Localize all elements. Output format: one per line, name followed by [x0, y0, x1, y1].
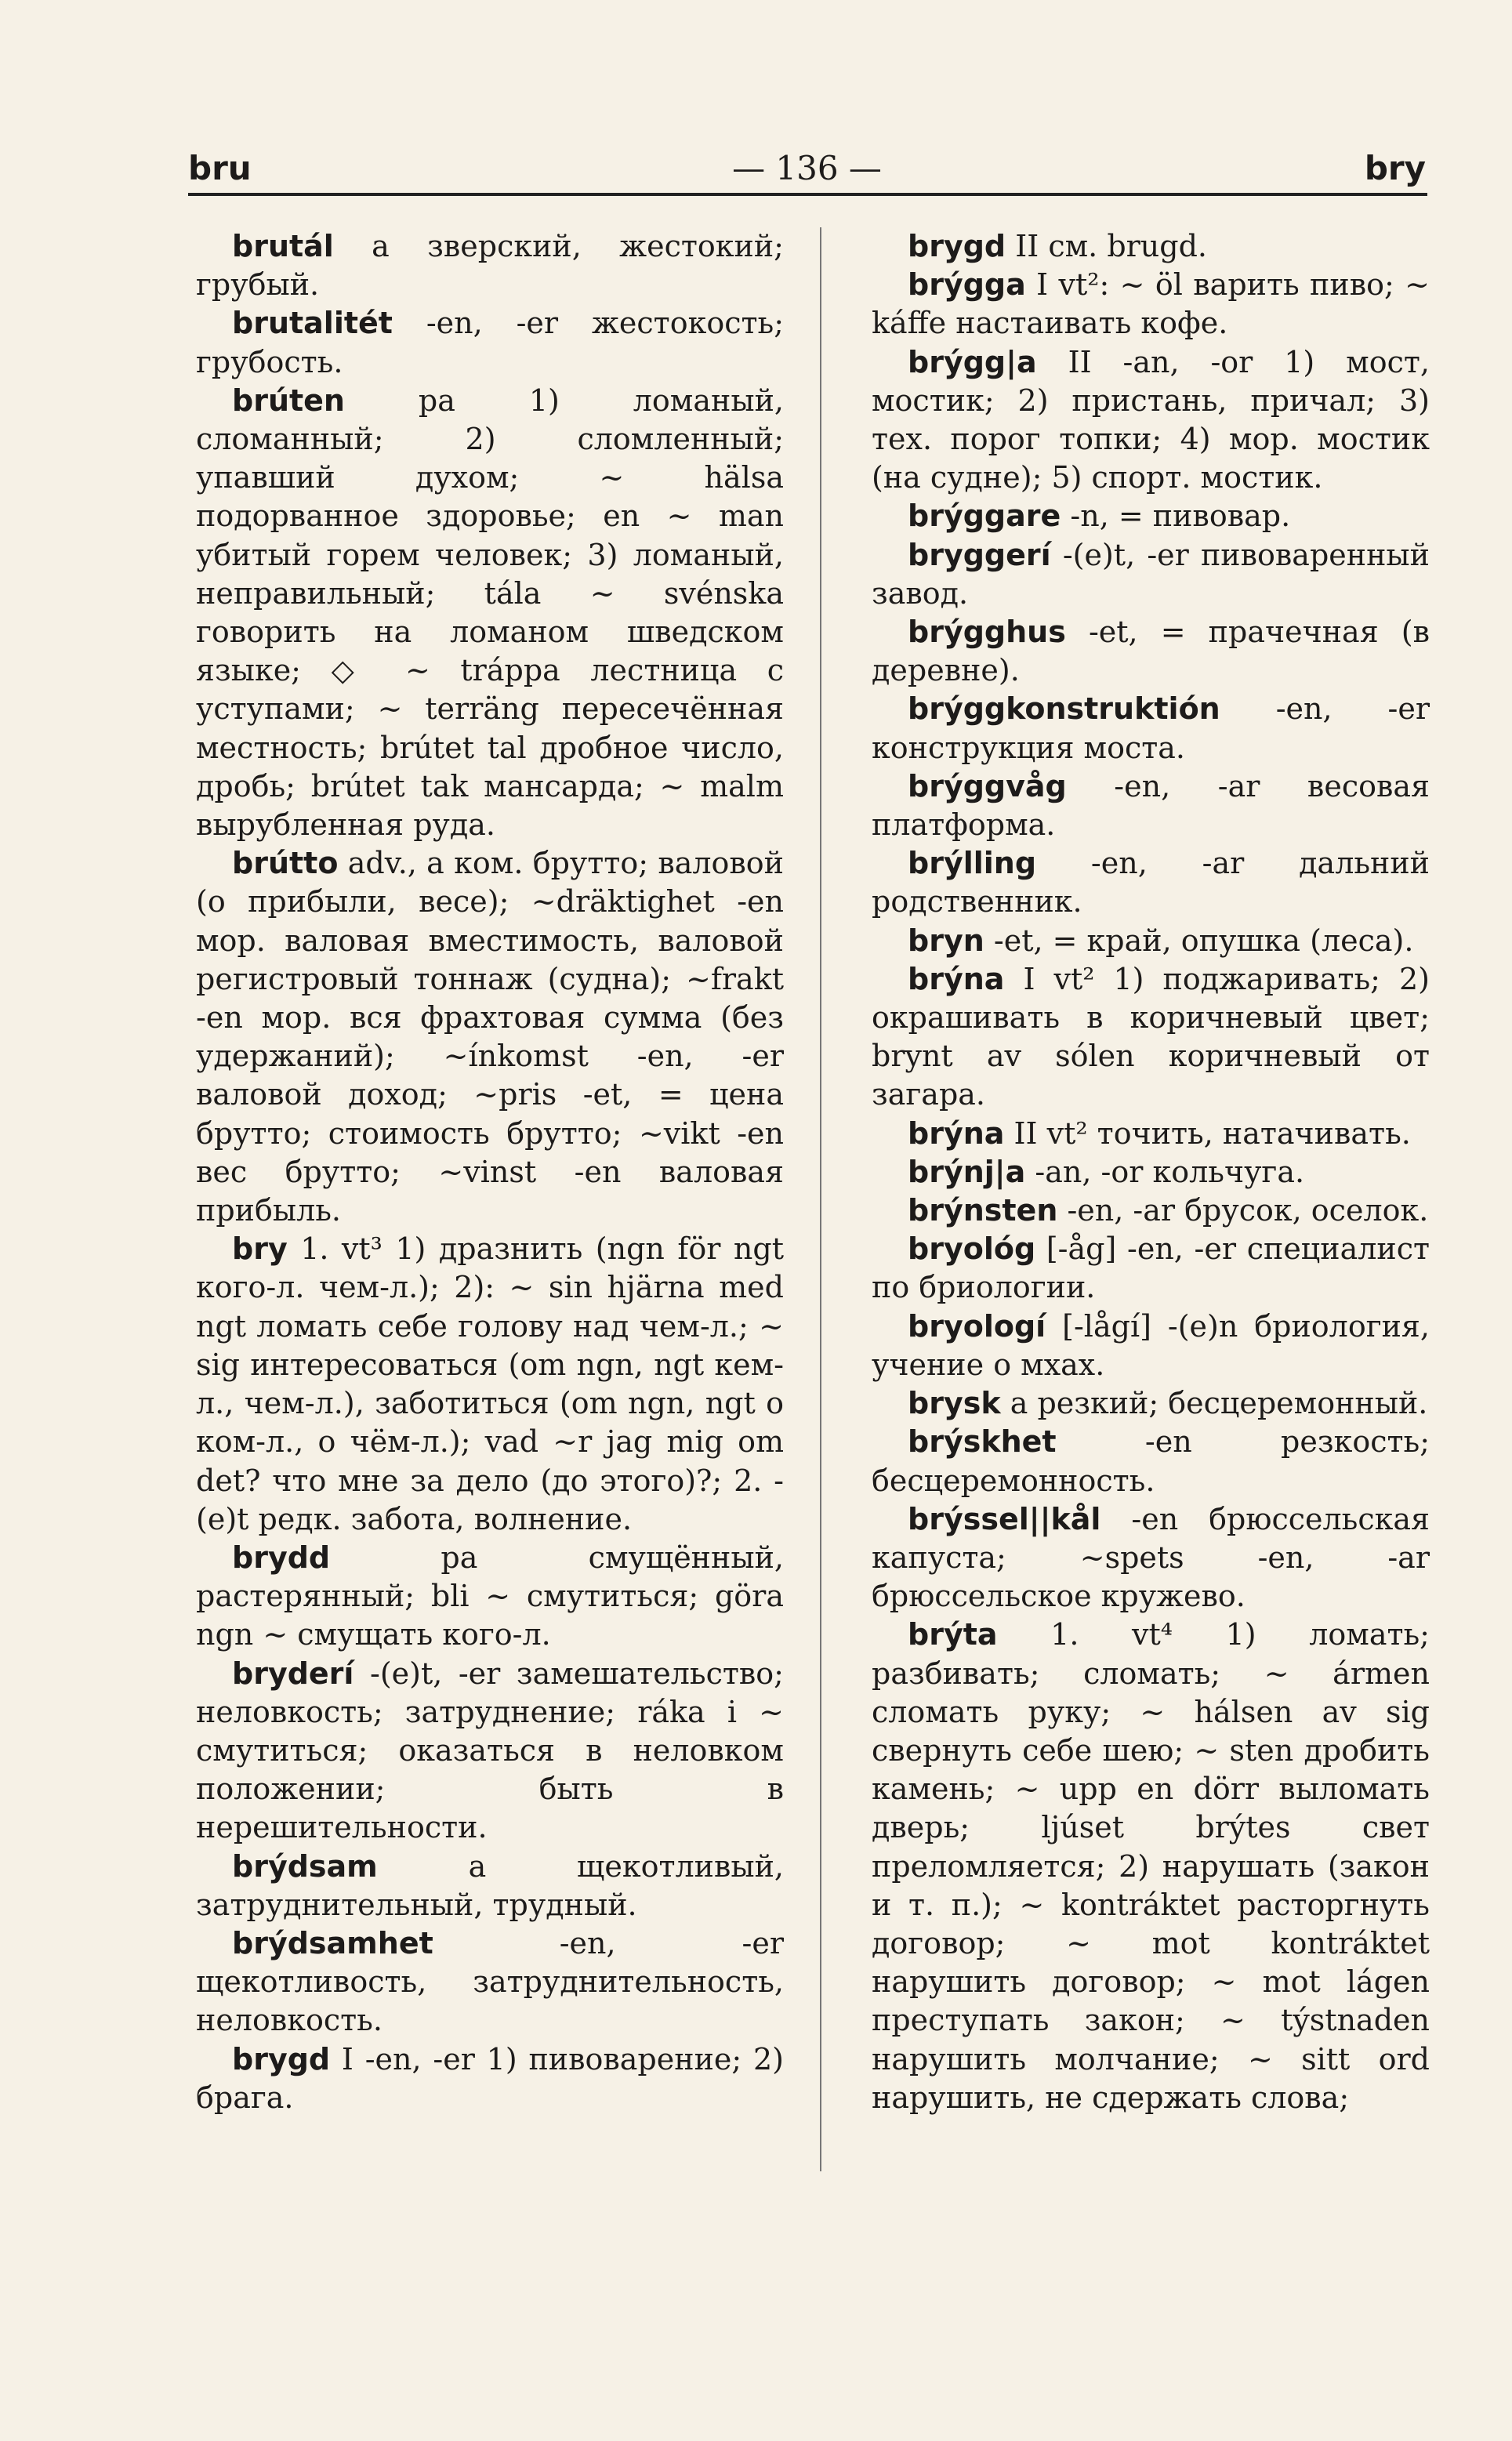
dictionary-entry — [196, 382, 784, 844]
entry-headword: brýgga — [908, 267, 1026, 303]
header-right-guideword: bry — [1364, 149, 1426, 187]
right-column — [872, 227, 1430, 2117]
entry-definition: pa смущённый, растерянный; bli ~ смутиться; göra ngn ~ смущать кого-л. — [196, 1540, 784, 1652]
entry-headword: brýgghus — [908, 615, 1066, 650]
dictionary-entry — [872, 922, 1430, 960]
dictionary-entry — [196, 844, 784, 1230]
dictionary-entry — [872, 266, 1430, 343]
entry-definition: pa 1) ломаный, сломанный; 2) сломленный; упавший духом; ~ hälsa подорванное здоровье; en ~ man убитый горем человек; 3) ломаный, неправильный; tála ~ svénska говорить на ломаном шведском языке; ◇ ~ tráppa лестница с уступами; ~ terräng пересечённая местность; brútet tal дробное число, дробь; brútet tak мансарда; ~ malm вырубленная руда. — [196, 383, 784, 843]
entry-definition: -et, = край, опушка (леса). — [993, 923, 1414, 958]
entry-definition: -an, -or кольчуга. — [1035, 1154, 1305, 1189]
entry-headword: brutalitét — [232, 306, 393, 341]
dictionary-entry — [196, 227, 784, 304]
entry-headword: brýdsamhet — [232, 1925, 433, 1960]
entry-definition: I vt² 1) поджаривать; 2) окрашивать в коричневый цвет; brynt av sólen коричневый от загара. — [872, 961, 1430, 1112]
entry-definition: 1. vt⁴ 1) ломать; разбивать; сломать; ~ ármen сломать руку; ~ hálsen av sig свернуть себе шею; ~ sten дробить камень; ~ upp en dörr выломать дверь; ljúset brýtes свет преломляется; 2) нарушать (закон и т. п.); ~ kontráktet расторгнуть договор; ~ mot kontráktet нарушить договор; ~ mot lágen преступать закон; ~ týstnaden нарушить молчание; ~ sitt ord нарушить, не сдержать слова; — [872, 1617, 1430, 2115]
dictionary-entry — [872, 536, 1430, 613]
dictionary-entry — [872, 1308, 1430, 1384]
entry-headword: brýskhet — [908, 1424, 1057, 1460]
entry-definition: -en, -er жестокость; грубость. — [196, 306, 784, 379]
entry-headword: brýdsam — [232, 1848, 378, 1884]
entry-definition: a щекотливый, затруднительный, трудный. — [196, 1848, 784, 1922]
entry-definition: -en, -er конструкция моста. — [872, 691, 1430, 765]
entry-headword: bry — [232, 1231, 288, 1267]
entry-headword: brydd — [232, 1540, 331, 1575]
entry-definition: -en резкость; бесцеремонность. — [872, 1424, 1430, 1498]
entry-headword: brýgg|a — [908, 344, 1037, 379]
entry-definition: a резкий; бесцеремонный. — [1010, 1386, 1428, 1421]
entry-headword: brýnj|a — [908, 1154, 1026, 1189]
entry-headword: brysk — [908, 1386, 1001, 1421]
dictionary-entry — [872, 1384, 1430, 1423]
header-left-guideword: bru — [188, 149, 252, 187]
dictionary-entry — [196, 1924, 784, 2040]
entry-definition: -en, -ar дальний родственник. — [872, 846, 1430, 919]
entry-definition: -en, -er щекотливость, затруднительность, неловкость. — [196, 1925, 784, 2038]
dictionary-entry — [872, 613, 1430, 690]
dictionary-entry — [196, 1848, 784, 1924]
entry-headword: brýggare — [908, 499, 1061, 534]
entry-headword: brýggvåg — [908, 768, 1067, 803]
entry-definition: [-åg] -en, -er специалист по бриологии. — [872, 1231, 1430, 1305]
dictionary-entry — [196, 2040, 784, 2117]
entry-headword: brýna — [908, 961, 1005, 996]
dictionary-entry — [872, 1230, 1430, 1307]
header-rule — [188, 193, 1427, 196]
entry-headword: bryn — [908, 923, 984, 958]
dictionary-entry — [196, 1539, 784, 1655]
entry-definition: -(e)t, -er замешательство; неловкость; затруднение; ráka i ~ смутиться; оказаться в неловком положении; быть в нерешительности. — [196, 1656, 784, 1845]
entry-headword: brýlling — [908, 846, 1037, 881]
page-header — [188, 149, 1426, 196]
dictionary-entry — [872, 1191, 1430, 1230]
entry-headword: bryologí — [908, 1308, 1046, 1344]
entry-definition: 1. vt³ 1) дразнить (ngn för ngt кого-л. чем-л.); 2): ~ sin hjärna med ngt ломать себе голову над чем-л.; ~ sig интересоваться (om ngn, ngt кем-л., чем-л.), заботиться (om ngn, ngt о ком-л., о чём-л.); vad ~r jag mig om det? что мне за дело (до этого)?; 2. -(e)t редк. забота, волнение. — [196, 1231, 784, 1536]
entry-definition: -en брюссельская капуста; ~spets -en, -ar брюссельское кружево. — [872, 1501, 1430, 1614]
entry-definition: -en, -ar весовая платформа. — [872, 768, 1430, 843]
entry-headword: brýta — [908, 1617, 998, 1652]
entry-definition: II -an, -or 1) мост, мостик; 2) пристань, причал; 3) тех. порог топки; 4) мор. мостик (на судне); 5) спорт. мостик. — [872, 344, 1430, 495]
page-number: — 136 — — [732, 149, 882, 187]
dictionary-entry — [872, 497, 1430, 535]
entry-headword: brýssel||kål — [908, 1501, 1101, 1536]
entry-headword: brýna — [908, 1115, 1005, 1151]
entry-definition: -et, = прачечная (в деревне). — [872, 615, 1430, 688]
entry-headword: bryderí — [232, 1656, 354, 1691]
entry-headword: bryggerí — [908, 537, 1051, 572]
dictionary-entry — [196, 304, 784, 381]
dictionary-entry — [872, 343, 1430, 498]
dictionary-entry — [872, 690, 1430, 767]
dictionary-entry — [872, 1500, 1430, 1616]
entry-definition: II vt² точить, натачивать. — [1013, 1115, 1411, 1151]
entry-definition: -(e)t, -er пивоваренный завод. — [872, 537, 1430, 611]
entry-definition: [-lågí] -(e)n бриология, учение о мхах. — [872, 1308, 1430, 1382]
dictionary-entry — [872, 1153, 1430, 1191]
entry-definition: adv., a ком. брутто; валовой (о прибыли, весе); ~dräktighet -en мор. валовая вместимость, валовой регистровый тоннаж (судна); ~frakt -en мор. вся фрахтовая сумма (без удержаний); ~ínkomst -en, -er валовой доход; ~pris -et, = цена брутто; стоимость брутто; ~vikt -en вес брутто; ~vinst -en валовая прибыль. — [196, 846, 784, 1228]
entry-headword: brygd — [232, 2041, 331, 2076]
entry-headword: brutál — [232, 229, 334, 263]
dictionary-entry — [872, 767, 1430, 844]
dictionary-entry — [872, 1423, 1430, 1500]
entry-definition: -en, -ar брусок, оселок. — [1067, 1193, 1429, 1228]
dictionary-entry — [196, 1655, 784, 1848]
entry-headword: brútto — [232, 846, 339, 881]
entry-headword: brýnsten — [908, 1193, 1058, 1228]
dictionary-entry — [872, 1115, 1430, 1153]
entry-definition: I -en, -er 1) пивоварение; 2) брага. — [196, 2041, 784, 2115]
entry-definition: a зверский, жестокий; грубый. — [196, 229, 784, 303]
left-column — [196, 227, 784, 2117]
entry-definition: -n, = пивовар. — [1070, 499, 1291, 534]
dictionary-entry — [872, 844, 1430, 921]
entry-headword: brýggkonstruktión — [908, 691, 1220, 727]
dictionary-entry — [196, 1230, 784, 1539]
dictionary-entry — [872, 1616, 1430, 2117]
entry-headword: brygd — [908, 229, 1006, 263]
dictionary-entry — [872, 960, 1430, 1115]
entry-definition: I vt²: ~ öl варить пиво; ~ káffe настаивать кофе. — [872, 267, 1430, 341]
entry-headword: brúten — [232, 383, 345, 418]
column-divider — [820, 227, 821, 2171]
dictionary-entry — [872, 227, 1430, 266]
entry-headword: bryológ — [908, 1231, 1036, 1267]
entry-definition: II см. brugd. — [1015, 229, 1208, 263]
